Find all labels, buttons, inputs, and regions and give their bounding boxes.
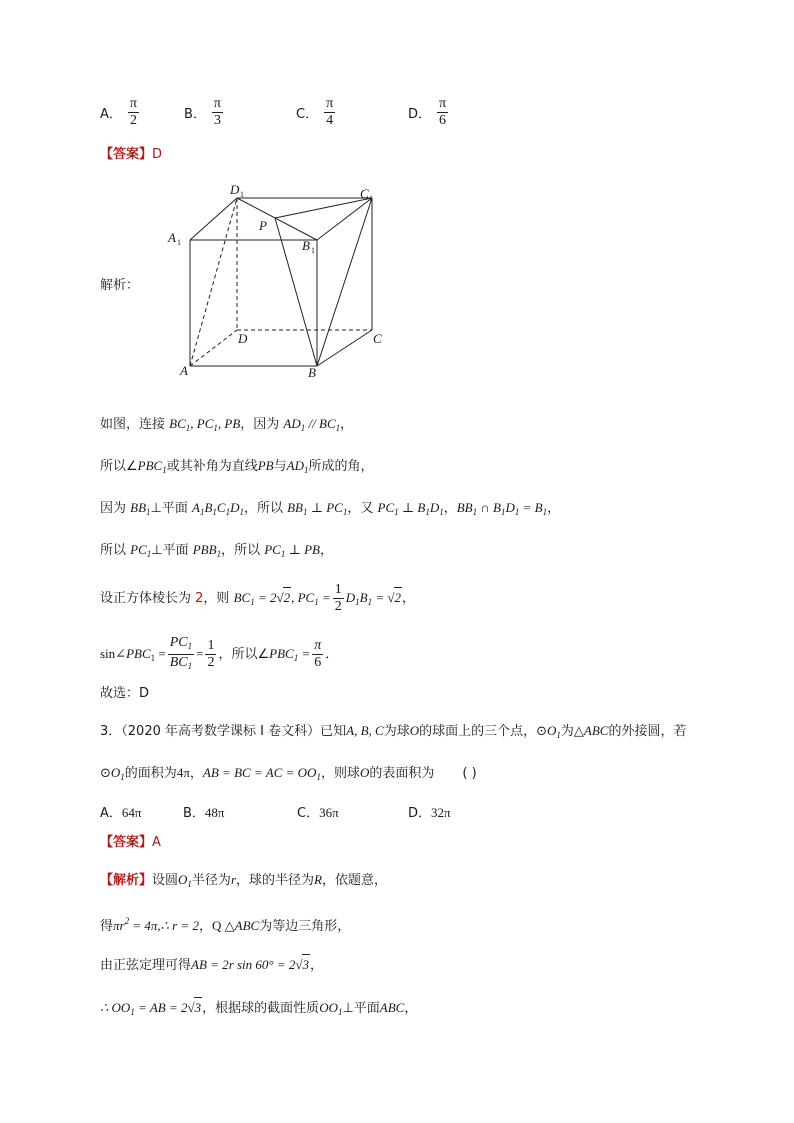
label-b1: B <box>302 238 310 253</box>
text: ，球的半径为 <box>236 873 315 888</box>
label-c1-sub: 1 <box>369 194 373 203</box>
edge-length: 2 <box>195 591 204 606</box>
option-letter: B． <box>183 806 205 821</box>
math: $O_1$ <box>547 723 561 740</box>
text: ，则 <box>203 591 234 606</box>
edge-ad-hidden <box>190 330 237 366</box>
q2-line-2 <box>100 456 374 480</box>
text: ，所以 <box>243 501 288 516</box>
option-letter: A． <box>100 107 122 122</box>
q2-line-7: 故选：D <box>100 686 150 701</box>
q2-option-c <box>296 96 337 129</box>
frac-num: π <box>213 96 221 111</box>
q3-line-1 <box>100 721 686 745</box>
question-number: 3． <box>100 724 122 739</box>
q2-line-4 <box>100 540 333 564</box>
answer-tag: 【答案】 <box>100 835 153 850</box>
math: $A_1B_1C_1D_1$ <box>192 500 244 517</box>
answer-tag: 【答案】 <box>100 147 153 162</box>
q2-line-5 <box>100 582 415 615</box>
text: ，所以∠ <box>218 647 270 662</box>
q2-analysis-label: 解析： <box>100 278 140 293</box>
math: $\sin\angle PBC_1$ = <box>100 646 166 663</box>
math: $AD_1$ <box>286 458 309 475</box>
option-letter: A． <box>100 806 122 821</box>
math: AB = BC = AC = $OO_1$ <box>202 765 321 782</box>
label-b1-sub: 1 <box>311 246 315 255</box>
q2-option-b <box>184 96 225 129</box>
math: $PBC_1$ <box>137 458 167 475</box>
q2-line-6 <box>100 635 338 674</box>
label-b: B <box>308 365 316 378</box>
math: $O_1$ <box>110 765 125 782</box>
math: $BC_1 = 2√2$, $PC_1$ = <box>234 590 331 605</box>
q3-option-b <box>183 802 225 821</box>
text: 因为 <box>100 501 131 516</box>
q3-option-a <box>100 802 141 821</box>
text: 的面积为 <box>124 766 177 781</box>
q3-analysis-3 <box>100 954 323 976</box>
q3-analysis-2 <box>100 911 350 937</box>
label-p: P <box>259 218 267 233</box>
label-c1: C <box>360 186 369 201</box>
text: Q <box>212 918 222 933</box>
math: = <box>196 646 204 661</box>
fraction-half: $\frac{1}{2}$ <box>207 638 215 670</box>
text: ，则球 <box>320 766 360 781</box>
frac-num: π <box>129 96 137 111</box>
segment-pc1 <box>275 198 372 218</box>
math: $PC_1$ ⊥ $B_1D_1$ <box>377 500 444 517</box>
text: 为等边三角形， <box>259 919 351 934</box>
math: A, B, C <box>346 723 384 738</box>
text: ． <box>325 647 339 662</box>
text: 为 <box>560 724 574 739</box>
math: R <box>314 872 322 887</box>
text: ，因为 <box>240 417 284 432</box>
text: ， <box>189 766 203 781</box>
text: ， <box>340 417 354 432</box>
q2-line-1 <box>100 414 353 438</box>
option-fraction <box>324 96 335 129</box>
math: $AD_1 // BC_1$ <box>283 416 341 433</box>
math: $BB_1$ <box>130 500 151 517</box>
edge-b1c1 <box>317 198 372 240</box>
math: r <box>230 872 236 887</box>
q3-option-c <box>297 802 339 821</box>
q2-option-a <box>100 96 141 129</box>
text: 的外接圆，若 <box>608 724 687 739</box>
math: $OO_1$ <box>319 1000 343 1017</box>
text: ，所以 <box>221 543 265 558</box>
label-d1: D <box>230 182 240 197</box>
text: ，根据球的截面性质 <box>202 1001 320 1016</box>
text: 所以∠ <box>100 459 138 474</box>
answer-blank: ( ) <box>462 766 477 781</box>
fraction-pi-6: $\frac{\pi}{6}$ <box>314 638 322 670</box>
text: ⊙ <box>100 766 111 781</box>
math: $PC_1$ <box>130 542 152 559</box>
answer-value: A <box>152 835 161 850</box>
text: ，又 <box>347 501 378 516</box>
text: ， <box>443 501 457 516</box>
edge-bc <box>317 330 372 366</box>
math: △ABC <box>573 723 609 738</box>
q2-line-3 <box>100 498 560 522</box>
label-d1-sub: 1 <box>240 190 244 199</box>
frac-den: 2 <box>129 113 137 128</box>
answer-value: D <box>152 147 163 162</box>
option-letter: D． <box>408 107 432 122</box>
frac-den: 6 <box>439 113 447 128</box>
math: $BB_1$ ⊥ $PC_1$ <box>287 500 348 517</box>
math: $D_1B_1 = √2$ <box>346 590 402 605</box>
segment-bc1 <box>317 198 372 366</box>
math: ∴ $OO_1$ = AB = 2√3 <box>100 1000 202 1015</box>
text: ⊥平面 <box>150 501 192 516</box>
math: $\pi r^2$ = 4π,∴ r = 2 <box>113 916 200 933</box>
math: △ABC <box>221 918 260 933</box>
math: O <box>359 765 370 780</box>
text: 半径为 <box>191 873 231 888</box>
text: 由正弦定理可得 <box>100 958 192 973</box>
option-fraction <box>128 96 139 129</box>
frac-num: π <box>326 96 334 111</box>
text: ，依题意， <box>321 873 387 888</box>
label-d: D <box>238 331 248 346</box>
question-source: （2020 年高考数学课标 I 卷文科） <box>121 724 321 739</box>
q3-analysis-4 <box>100 997 417 1022</box>
text: 如图，连接 <box>100 417 170 432</box>
text: ⊥平面 <box>342 1001 380 1016</box>
edge-a1d1 <box>190 198 237 240</box>
q2-option-d <box>408 96 450 129</box>
math: $PBC_1$ = <box>269 646 311 663</box>
cube-figure <box>160 178 400 378</box>
option-value: 32π <box>431 805 451 820</box>
option-letter: C． <box>296 107 319 122</box>
q3-option-d <box>408 802 451 821</box>
option-letter: B． <box>184 107 206 122</box>
fraction-half: $\frac{1}{2}$ <box>334 582 342 614</box>
math: O <box>409 723 420 738</box>
text: 设圆 <box>152 873 179 888</box>
text: 的表面积为 <box>369 766 435 781</box>
text: ， <box>404 1001 418 1016</box>
text: 的球面上的三个点，⊙ <box>419 724 547 739</box>
math: ABC <box>379 1000 405 1015</box>
text: 设正方体棱长为 <box>100 591 196 606</box>
text: ， <box>319 543 333 558</box>
frac-num: π <box>439 96 447 111</box>
text: 为球 <box>383 724 410 739</box>
option-fraction <box>212 96 223 129</box>
option-letter: D． <box>408 806 432 821</box>
text: 或其补角为直线 <box>166 459 258 474</box>
option-value: 36π <box>319 805 339 820</box>
math: $PBB_1$ <box>192 542 222 559</box>
label-a: A <box>180 363 188 378</box>
q2-answer <box>100 145 162 165</box>
text: ， <box>199 919 213 934</box>
option-value: 48π <box>204 805 225 820</box>
q3-analysis-1 <box>100 870 387 894</box>
option-fraction <box>437 96 448 129</box>
text: 所以 <box>100 543 131 558</box>
frac-den: 4 <box>326 113 334 128</box>
frac-den: 3 <box>213 113 221 128</box>
q3-line-2 <box>100 763 477 787</box>
fraction-pc1-bc1: $\frac{PC_1}{BC_1}$ <box>169 635 193 671</box>
math: $BB_1$ ∩ $B_1D_1 = B_1$ <box>456 500 548 517</box>
q3-answer <box>100 833 161 853</box>
label-c: C <box>373 331 382 346</box>
label-a1-sub: 1 <box>177 238 181 247</box>
text: 得 <box>100 919 114 934</box>
text: ， <box>310 958 324 973</box>
segment-ad1-hidden <box>190 198 237 366</box>
option-letter: C． <box>297 806 320 821</box>
text: ， <box>547 501 561 516</box>
math: $PC_1$ ⊥ PB <box>264 542 320 559</box>
math: $O_1$ <box>178 872 192 889</box>
segment-d1b1 <box>237 198 317 240</box>
math: AB = 2r sin 60° = 2√3 <box>191 957 310 972</box>
label-a1: A <box>168 230 176 245</box>
math: PB <box>257 458 274 473</box>
text: 所成的角， <box>308 459 374 474</box>
analysis-tag: 【解析】 <box>100 873 153 888</box>
text: ， <box>402 591 416 606</box>
option-value: 64π <box>121 805 142 820</box>
text: 已知 <box>320 724 347 739</box>
text: 与 <box>273 459 287 474</box>
text: ⊥平面 <box>151 543 193 558</box>
area-value: 4π <box>176 765 190 780</box>
math: $BC_1$, $PC_1$, PB <box>169 416 241 433</box>
